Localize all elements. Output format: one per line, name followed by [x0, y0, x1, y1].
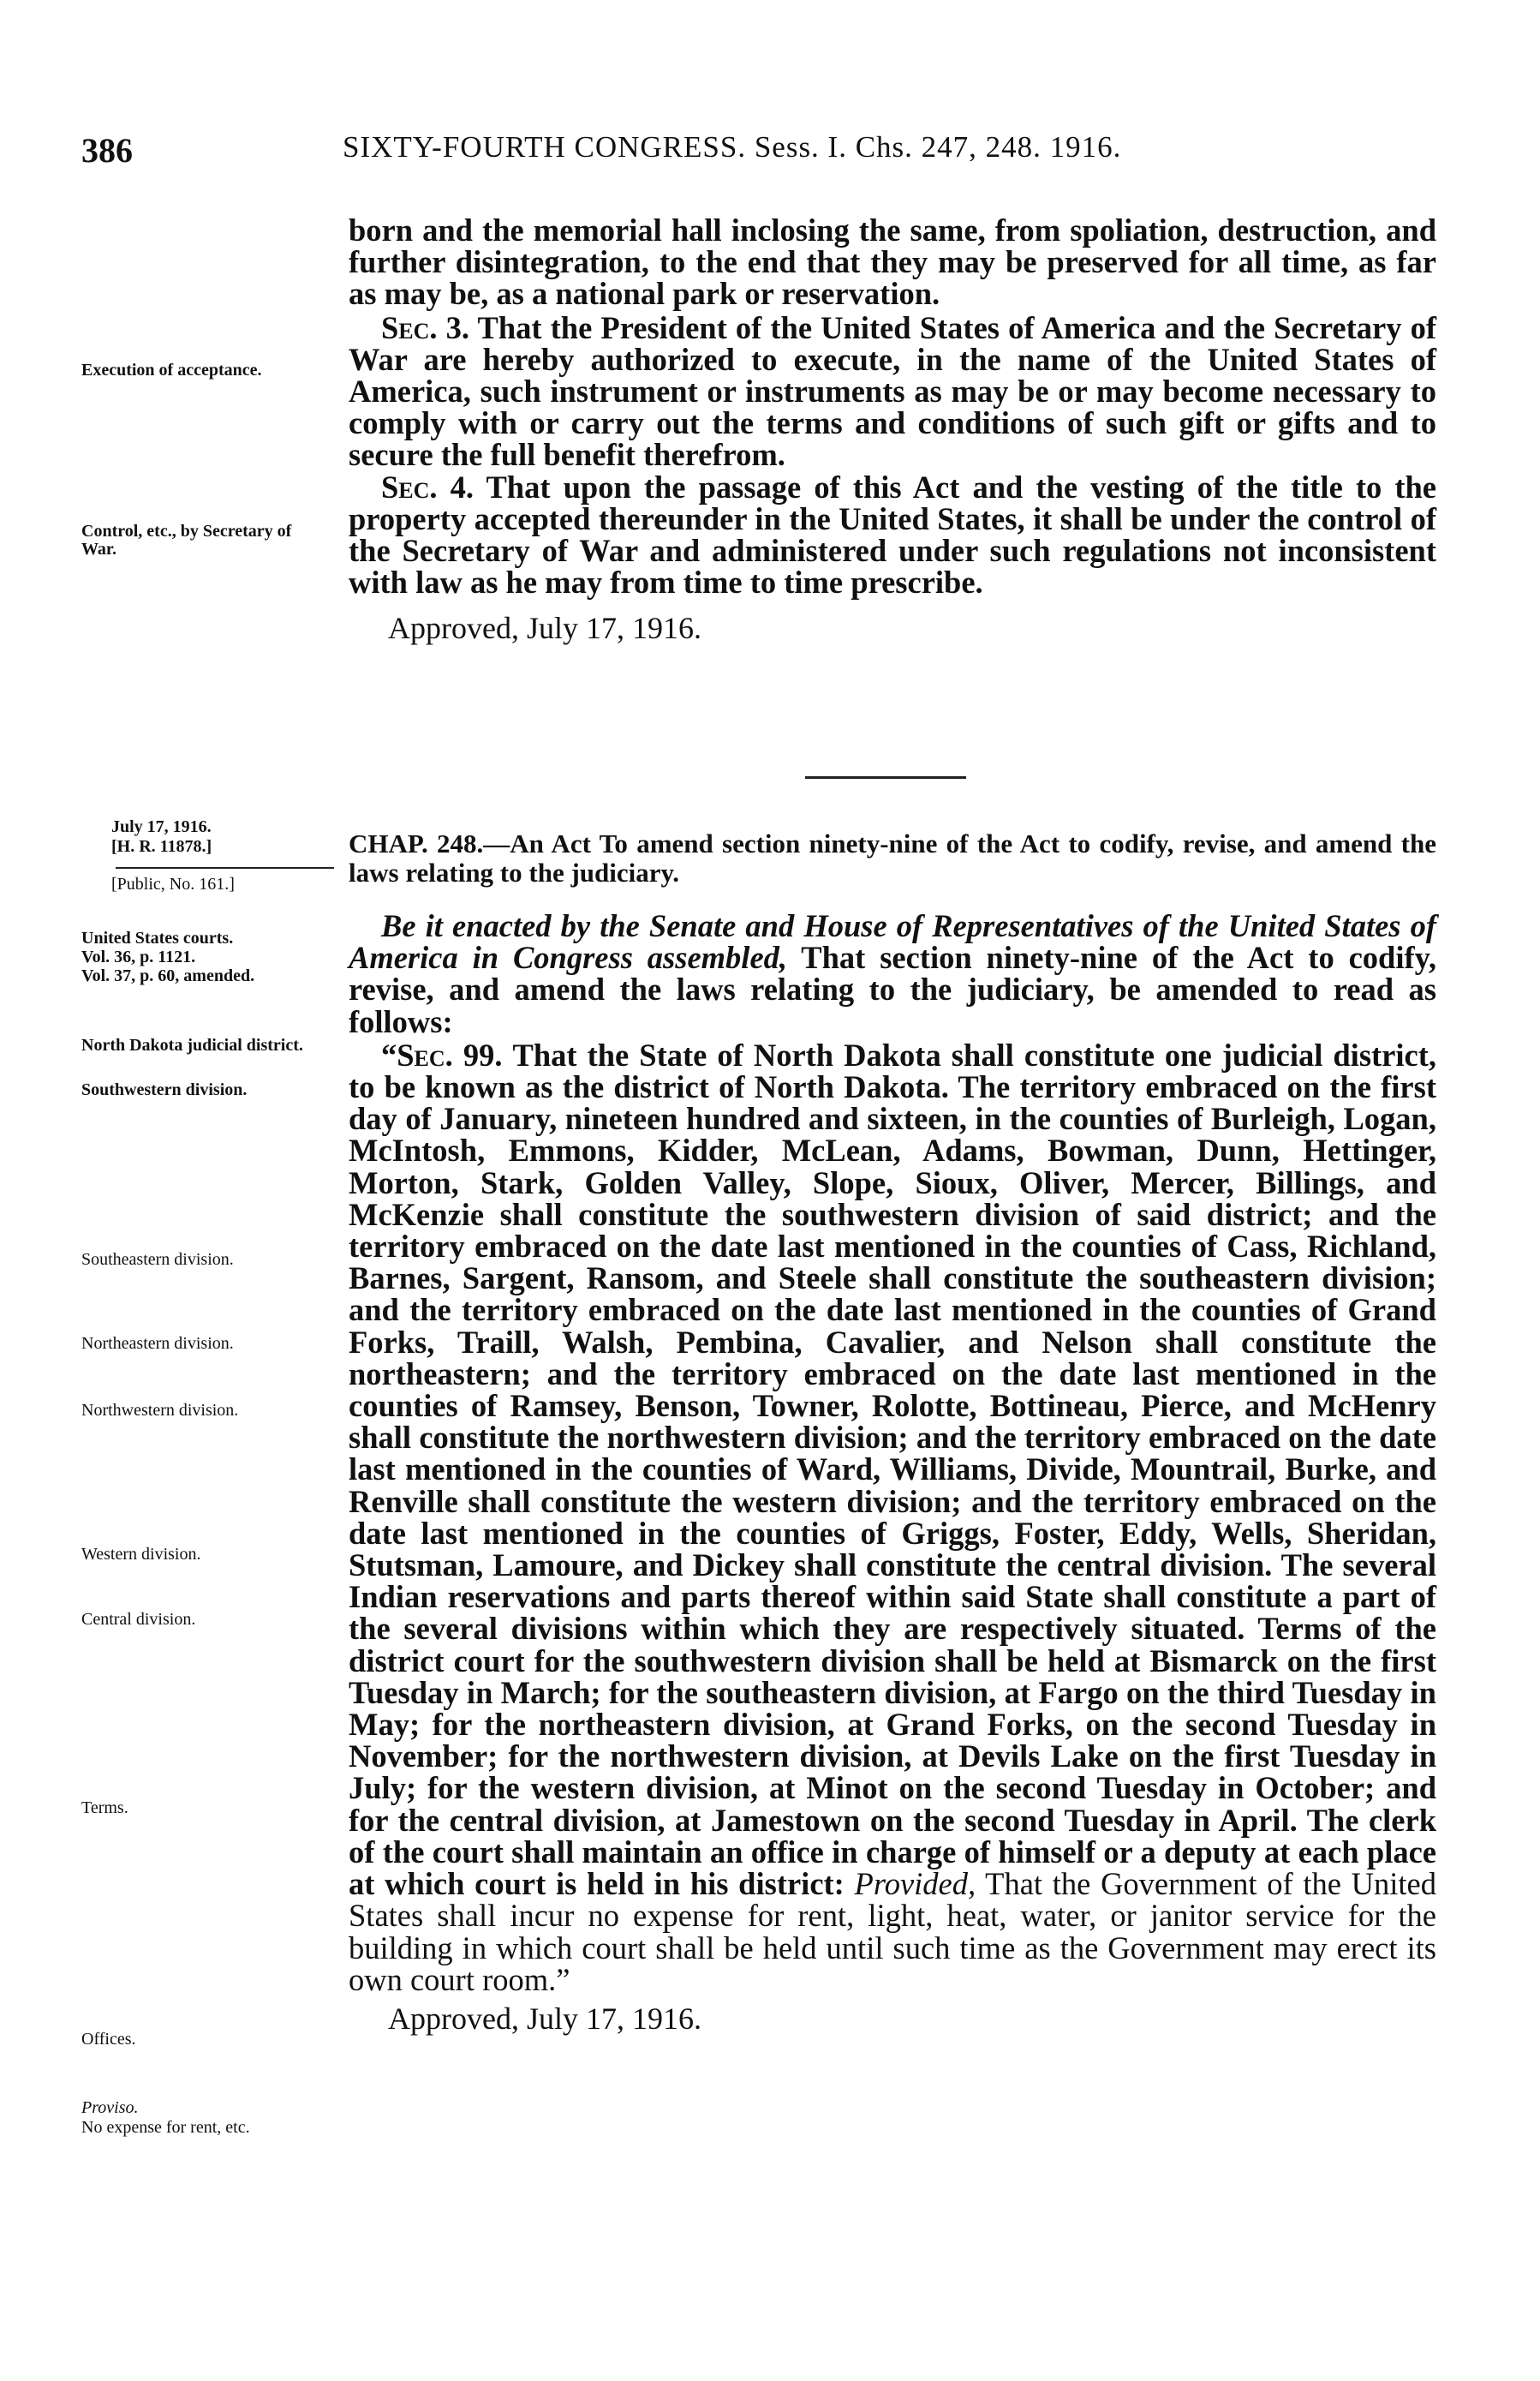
- section-4: [349, 471, 1436, 599]
- section-3: [349, 309, 1436, 473]
- section-99-text-a: That the State of North Dakota shall constitute one judicial district, to be known as the district of North Dakota. The territory embraced on the first day of January, nineteen hundred and sixteen, in the counties of Burleigh, Logan, McIntosh, Emmons, Kidder, McLean, Adams, Bowman, Dunn, Hettinger, Morton, Stark, Golden Valley, Slope, Sioux, Oliver, Mercer, Billings, and McKenzie shall constitute the southwestern division of said district; and the territory embraced on the date last mentioned in the counties of Cass, Richland, Barnes, Sargent, Ransom, and Steele shall constitute the southeastern division; and the territory embraced on the date last mentioned in the counties of Grand Forks, Traill, Walsh, Pembina, Cavalier, and Nelson shall constitute the northeastern; and the territory embraced on the date last mentioned in the counties of Ramsey, Benson, Towner, Rolotte, Bottineau, Pierce, and McHenry shall constitute the northwestern division; and the territory embraced on the date last mentioned in the counties of Ward, Williams, Divide, Mountrail, Burke, and Renville shall constitute the western division; and the territory embraced on the date last mentioned in the counties of Griggs, Foster, Eddy, Wells, Sheridan, Stutsman, Lamoure, and Dickey shall constitute the central division. The several Indian reservations and parts thereof within said State shall constitute a part of the several divisions within which they are respectively situated. Terms of the district court for the southwestern division shall be held at Bismarck on the first Tuesday in March; for the southeastern division, at Fargo on the third Tuesday in May; for the northeastern division, at Grand Forks, on the second Tuesday in November; for the northwestern division, at Devils Lake on the first Tuesday in July; for the western division, at Minot on the second Tuesday in October; and for the central division, at Jamestown on the second Tuesday in April. The clerk of the court shall maintain an office in charge of himself or a deputy at each place at which court is held in his district:: [349, 1037, 1437, 1902]
- margin-note-western: Western division.: [81, 1545, 201, 1564]
- running-header: [81, 130, 1418, 171]
- section-3-text: That the President of the United States of America and the Secretary of War are hereby authorized to execute, in the name of the United States of America, such instrument or instruments as may be or may become necessary to comply with or carry out the terms and conditions of such gift or gifts and to secure the full benefit therefrom.: [349, 309, 1436, 473]
- margin-rule: [116, 867, 334, 869]
- margin-note-central: Central division.: [81, 1610, 196, 1629]
- margin-note-hr: [H. R. 11878.]: [111, 837, 212, 856]
- section-4-text: That upon the passage of this Act and the vesting of the title to the property accepted thereunder in the United States, it shall be under the control of the Secretary of War and administered under such regulations not inconsistent with law as he may from time to time prescribe.: [349, 469, 1437, 601]
- margin-note-date: July 17, 1916.: [111, 817, 212, 836]
- enacting-italic: Be it enacted by the Senate and House of Representatives of the United States of America in Congress assembled,: [349, 908, 1436, 976]
- chapter-247-body: [349, 214, 1436, 646]
- chapter-divider-rule: [805, 776, 966, 779]
- page-number: 386: [81, 131, 133, 170]
- section-99-text-b: That the Government of the United States shall incur no expense for rent, light, heat, water, or janitor service for the building in which court shall be held until such time as the Government may erect its own court room.”: [349, 1866, 1436, 1997]
- chapter-label: CHAP. 248.: [349, 829, 484, 858]
- enacting-clause: [349, 910, 1436, 1038]
- enacting-rest: That section ninety-nine of the Act to codify, revise, and amend the laws relating to the judiciary, be amended to read as follows:: [349, 940, 1436, 1039]
- approved-247: Approved, July 17, 1916.: [388, 611, 701, 646]
- margin-note-vol36: Vol. 36, p. 1121.: [81, 948, 196, 966]
- provided-word: Provided,: [854, 1866, 976, 1902]
- approved-248: Approved, July 17, 1916.: [388, 2001, 701, 2036]
- section-99: [349, 1039, 1436, 1995]
- chapter-248-body: [349, 910, 1436, 2037]
- chapter-title: —An Act To amend section ninety-nine of the Act to codify, revise, and amend the laws relating to the judiciary.: [349, 829, 1436, 888]
- margin-note-courts: United States courts.: [81, 929, 234, 948]
- margin-note-northwestern: Northwestern division.: [81, 1401, 239, 1420]
- margin-note-southeastern: Southeastern division.: [81, 1250, 234, 1269]
- margin-note-no-expense: No expense for rent, etc.: [81, 2118, 250, 2137]
- section-3-label: Sec. 3.: [381, 309, 470, 345]
- margin-note-public: [Public, No. 161.]: [111, 875, 235, 894]
- chapter-248-heading: [349, 829, 1436, 888]
- margin-note-control: Control, etc., by Secretary of War.: [81, 522, 292, 559]
- section-99-label: “Sec. 99.: [381, 1037, 503, 1073]
- section-4-label: Sec. 4.: [381, 469, 475, 505]
- margin-note-offices: Offices.: [81, 2030, 136, 2049]
- paragraph-continuation: born and the memorial hall inclosing the same, from spoliation, destruction, and further disintegration, to the end that they may be preserved for all time, as far as may be, as a national park or reservation.: [349, 212, 1436, 312]
- header-title: SIXTY-FOURTH CONGRESS. Sess. I. Chs. 247, 248. 1916.: [343, 130, 1122, 164]
- margin-note-northeastern: Northeastern division.: [81, 1334, 234, 1353]
- margin-note-execution: Execution of acceptance.: [81, 361, 262, 380]
- margin-note-terms: Terms.: [81, 1798, 128, 1817]
- margin-note-vol37: Vol. 37, p. 60, amended.: [81, 966, 255, 985]
- margin-note-nd-district: North Dakota judicial district.: [81, 1036, 303, 1055]
- margin-note-proviso: Proviso.: [81, 2098, 139, 2117]
- margin-note-southwestern: Southwestern division.: [81, 1080, 248, 1099]
